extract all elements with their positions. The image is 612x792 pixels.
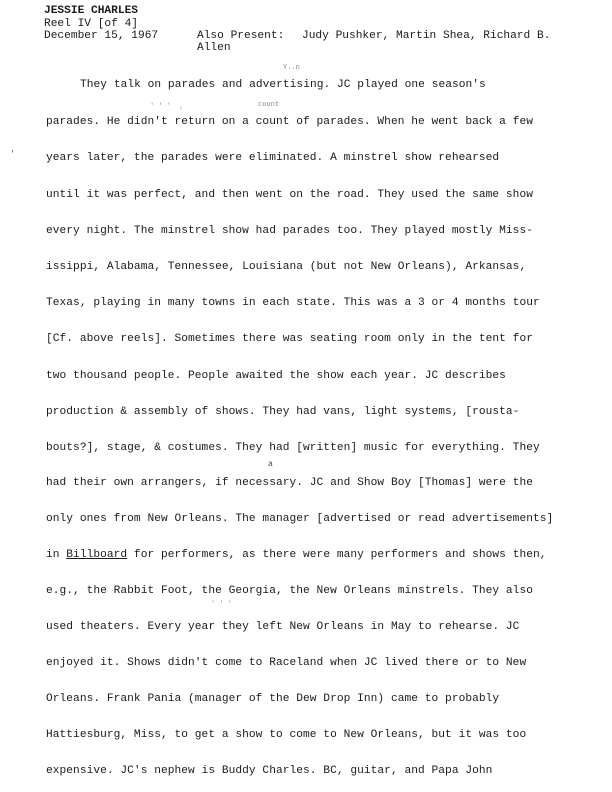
- paragraph-line: two thousand people. People awaited the show each year. JC describes: [46, 370, 506, 382]
- margin-mark: a: [268, 460, 273, 469]
- interlinear-mark: Y..n: [283, 64, 300, 72]
- paragraph-line: years later, the parades were eliminated. A minstrel show rehearsed: [46, 152, 500, 164]
- interlinear-mark: ' ' ' ,: [150, 103, 184, 111]
- also-present-continued: Allen: [197, 42, 231, 54]
- paragraph-line: issippi, Alabama, Tennessee, Louisiana (but not New Orleans), Arkansas,: [46, 261, 527, 273]
- paragraph-line: Texas, playing in many towns in each state. This was a 3 or 4 months tour: [46, 297, 540, 309]
- paragraph-line: production & assembly of shows. They had vans, light systems, [rousta-: [46, 406, 520, 418]
- paragraph-line: They talk on parades and advertising. JC played one season's: [80, 79, 486, 91]
- paragraph-line: [Cf. above reels]. Sometimes there was seating room only in the tent for: [46, 333, 533, 345]
- also-present-names: Judy Pushker, Martin Shea, Richard B.: [302, 30, 551, 42]
- paragraph-line: e.g., the Rabbit Foot, the Georgia, the New Orleans minstrels. They also: [46, 585, 533, 597]
- interlinear-mark: ' ' ': [211, 601, 233, 609]
- interview-date: December 15, 1967: [44, 30, 159, 42]
- paragraph-line: until it was perfect, and then went on the road. They used the same show: [46, 189, 533, 201]
- paragraph-line: Hattiesburg, Miss, to get a show to come to New Orleans, but it was too: [46, 729, 527, 741]
- paragraph-line: bouts?], stage, & costumes. They had [written] music for everything. They: [46, 442, 540, 454]
- interlinear-mark: count: [258, 101, 280, 109]
- paragraph-line: used theaters. Every year they left New Orleans in May to rehearse. JC: [46, 621, 520, 633]
- also-present-label: Also Present:: [197, 30, 285, 42]
- reel-info: Reel IV [of 4]: [44, 18, 138, 30]
- publication-title: Billboard: [66, 549, 128, 561]
- paragraph-line: expensive. JC's nephew is Buddy Charles. BC, guitar, and Papa John: [46, 765, 493, 777]
- margin-mark: ': [10, 150, 15, 159]
- line-prefix: in: [46, 549, 67, 561]
- paragraph-line: Orleans. Frank Pania (manager of the Dew Drop Inn) came to probably: [46, 693, 500, 705]
- interviewee-name: JESSIE CHARLES: [44, 5, 138, 17]
- paragraph-line: enjoyed it. Shows didn't come to Raceland when JC lived there or to New: [46, 657, 527, 669]
- paragraph-line: every night. The minstrel show had parades too. They played mostly Miss-: [46, 225, 533, 237]
- paragraph-line: only ones from New Orleans. The manager [advertised or read advertisements]: [46, 513, 554, 525]
- paragraph-line: [46, 548, 547, 562]
- paragraph-line: had their own arrangers, if necessary. JC and Show Boy [Thomas] were the: [46, 477, 533, 489]
- paragraph-line: parades. He didn't return on a count of parades. When he went back a few: [46, 116, 533, 128]
- line-suffix: for performers, as there were many performers and shows then,: [127, 549, 547, 561]
